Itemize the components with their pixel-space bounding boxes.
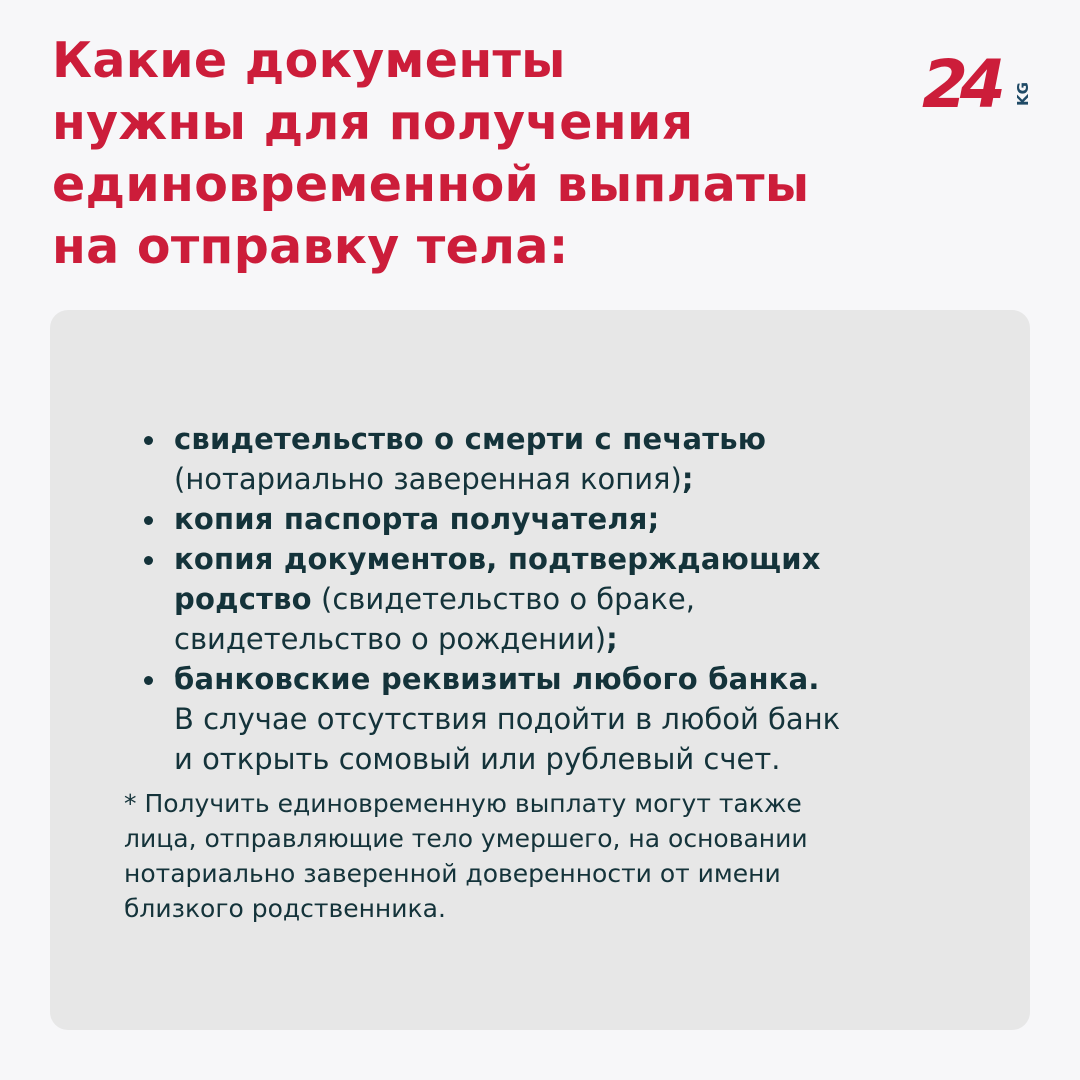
footnote-line: нотариально заверенной доверенности от имени (124, 859, 781, 888)
item-normal-text: В случае отсутствия подойти в любой банк (174, 702, 841, 736)
title-line: нужны для получения (52, 94, 694, 151)
title-line: единовременной выплаты (52, 156, 810, 213)
item-bold-text: свидетельство о смерти с печатью (174, 422, 767, 456)
item-bold-text: родство (174, 582, 312, 616)
footnote-line: близкого родственника. (124, 894, 446, 923)
item-normal-text: (свидетельство о браке, (311, 582, 695, 616)
list-item (174, 539, 974, 659)
item-bold-text: банковские реквизиты любого банка. (174, 662, 820, 696)
footnote-line: * Получить единовременную выплату могут также (124, 789, 802, 818)
item-normal-text: свидетельство о рождении) (174, 622, 607, 656)
logo-number: 24 (922, 48, 998, 112)
page-title (52, 30, 932, 278)
item-bold-text: копия документов, подтверждающих (174, 542, 821, 576)
footnote (124, 786, 984, 926)
item-end-punctuation: ; (606, 622, 618, 656)
item-normal-text: (нотариально заверенная копия) (174, 462, 682, 496)
footnote-line: лица, отправляющие тело умершего, на основании (124, 824, 808, 853)
brand-logo (922, 48, 1034, 112)
title-line: на отправку тела: (52, 218, 569, 275)
list-item (174, 499, 974, 539)
documents-list (174, 419, 974, 779)
list-item (174, 659, 974, 779)
item-bold-text: копия паспорта получателя; (174, 502, 660, 536)
item-end-punctuation: ; (681, 462, 694, 496)
title-line: Какие документы (52, 32, 566, 89)
item-normal-text: и открыть сомовый или рублевый счет. (174, 742, 781, 776)
logo-suffix: KG (1014, 82, 1032, 106)
list-item (174, 419, 974, 499)
